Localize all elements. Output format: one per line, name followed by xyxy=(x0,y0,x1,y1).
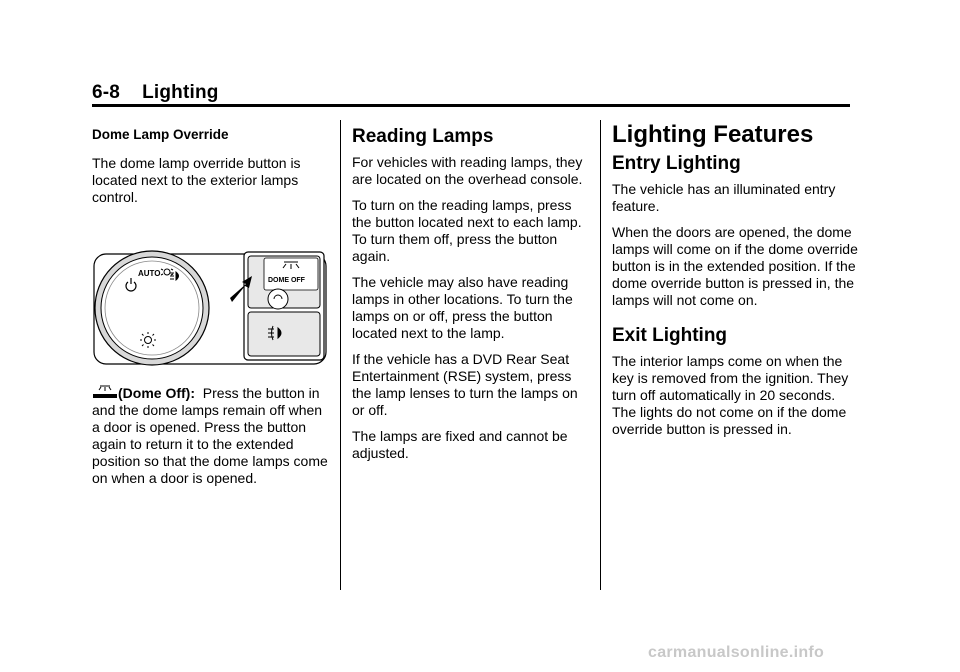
dome-off-term: (Dome Off): xyxy=(118,385,195,401)
dimmer-knob xyxy=(268,289,288,309)
header-rule xyxy=(92,104,850,107)
column-divider-2 xyxy=(600,120,601,590)
reading-paragraph: To turn on the reading lamps, press the button located next to each lamp. To turn them off, press the button again. xyxy=(352,197,582,264)
entry-paragraph: The vehicle has an illuminated entry feature. xyxy=(612,181,836,214)
dome-off-description xyxy=(92,384,328,487)
watermark: carmanualsonline.info xyxy=(648,644,825,661)
page-header xyxy=(92,82,850,104)
heading-reading-lamps: Reading Lamps xyxy=(352,126,494,147)
chapter-number: 6-8 xyxy=(92,82,121,103)
column-2 xyxy=(352,118,588,471)
heading-exit-lighting: Exit Lighting xyxy=(612,325,728,346)
dome-off-label: DOME OFF xyxy=(268,277,305,284)
reading-paragraph: If the vehicle has a DVD Rear Seat Entertainment (RSE) system, press the lamp lenses to turn the lamps on or off. xyxy=(352,351,578,418)
header-title xyxy=(92,82,850,104)
reading-paragraph: For vehicles with reading lamps, they are located on the overhead console. xyxy=(352,154,583,187)
reading-paragraph: The lamps are fixed and cannot be adjusted. xyxy=(352,428,568,461)
column-1 xyxy=(92,118,328,496)
heading-entry-lighting: Entry Lighting xyxy=(612,153,741,174)
headlamp-control-illustration xyxy=(92,246,328,366)
chapter-title: Lighting xyxy=(142,82,219,103)
dome-off-text: Press the button in and the dome lamps remain off when a door is opened. Press the button again to return it to the extended position so that the dome lamps come on when a door is opened. xyxy=(92,385,328,486)
exit-paragraph: The interior lamps come on when the key is removed from the ignition. They turn off automatically in 20 seconds. The lights do not come on if the dome override button is pressed in. xyxy=(612,353,849,437)
subheading-dome-lamp-override: Dome Lamp Override xyxy=(92,127,229,142)
auto-label: AUTO xyxy=(138,269,161,278)
dome-off-button xyxy=(264,258,318,290)
heading-lighting-features: Lighting Features xyxy=(612,121,814,148)
column-divider-1 xyxy=(340,120,341,590)
reading-paragraph: The vehicle may also have reading lamps in other locations. To turn the lamps on or off, press the button located next to the lamp. xyxy=(352,274,573,341)
dome-off-icon xyxy=(92,384,118,400)
column-3 xyxy=(612,118,858,447)
entry-paragraph: When the doors are opened, the dome lamps will come on if the dome override button is in the extended position. If the dome override button is pressed in, the lamps will not come on. xyxy=(612,224,858,308)
dome-override-intro: The dome lamp override button is located next to the exterior lamps control. xyxy=(92,155,301,205)
